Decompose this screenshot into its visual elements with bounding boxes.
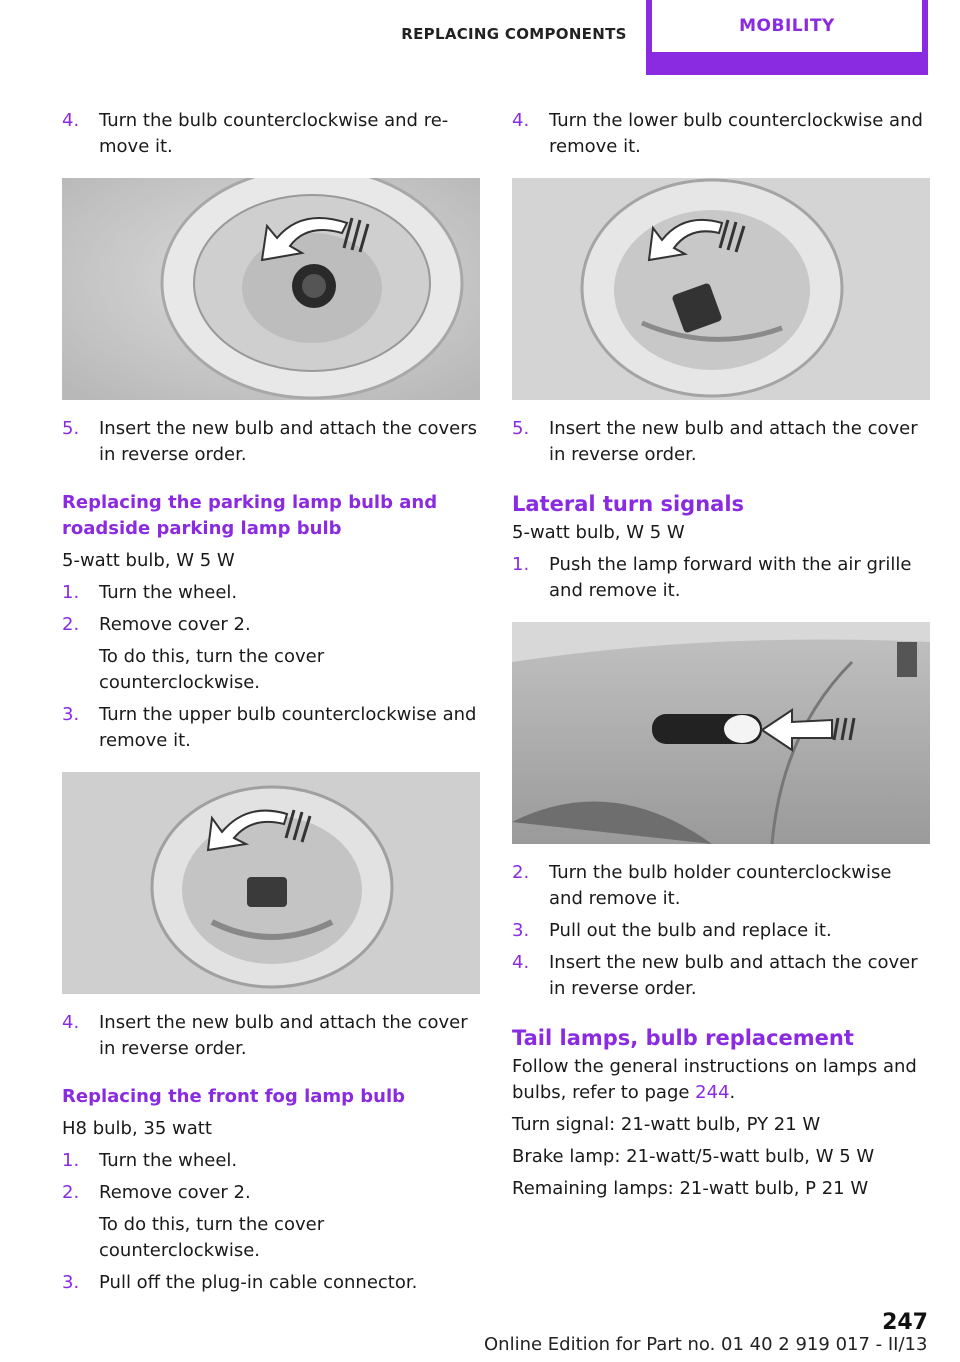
- tail-lamps-heading: Tail lamps, bulb replacement: [512, 1026, 854, 1050]
- step-number: 5.: [62, 418, 80, 439]
- tail-spec-brake-lamp: Brake lamp: 21-watt/5-watt bulb, W 5 W: [512, 1146, 875, 1167]
- tail-intro-text: Follow the general instructions on lamps and bulbs, refer to page: [512, 1056, 917, 1103]
- step-text: Turn the bulb counterclockwise and re‐move it.: [99, 110, 449, 157]
- right-column: [512, 108, 930, 1208]
- step-number: 4.: [512, 952, 530, 973]
- lateral-turn-signals-heading: Lateral turn signals: [512, 492, 745, 516]
- edition-note: Online Edition for Part no. 01 40 2 919 017 - II/13: [484, 1334, 928, 1355]
- step-item: [512, 860, 930, 912]
- headlight-bulb-photo-2: [512, 178, 930, 400]
- step-text: Turn the bulb holder counterclockwise and remove it.: [549, 862, 892, 909]
- chapter-tab: [646, 0, 928, 75]
- step-number: 5.: [512, 418, 530, 439]
- fog-lamp-heading: Replacing the front fog lamp bulb: [62, 1086, 406, 1107]
- step-number: 3.: [512, 920, 530, 941]
- headlight-bulb-photo-1: [62, 178, 480, 400]
- step-subtext: To do this, turn the cover counterclockwise.: [99, 1214, 325, 1261]
- step-number: 3.: [62, 1272, 80, 1293]
- step-item: [62, 1180, 480, 1264]
- step-text: Pull out the bulb and replace it.: [549, 920, 832, 941]
- step-item: [512, 416, 930, 468]
- tail-intro-end: .: [729, 1082, 736, 1103]
- step-number: 4.: [62, 110, 80, 131]
- step-text: Push the lamp forward with the air grille and remove it.: [549, 554, 912, 601]
- step-number: 3.: [62, 704, 80, 725]
- step-text: Insert the new bulb and attach the covers in reverse order.: [99, 418, 477, 465]
- step-text: Remove cover 2.: [99, 1182, 251, 1203]
- step-text: Turn the wheel.: [99, 1150, 238, 1171]
- step-text: Insert the new bulb and attach the cover in reverse order.: [99, 1012, 468, 1059]
- step-text: Remove cover 2.: [99, 614, 251, 635]
- parking-lamp-heading: Replacing the parking lamp bulb and roadside parking lamp bulb: [62, 492, 438, 539]
- step-text: Insert the new bulb and attach the cover in reverse order.: [549, 418, 918, 465]
- chapter-tab-label: MOBILITY: [652, 0, 922, 52]
- step-number: 1.: [512, 554, 530, 575]
- step-item: [512, 918, 930, 944]
- tail-lamps-intro: [512, 1054, 930, 1106]
- step-item: [62, 1270, 480, 1296]
- step-number: 2.: [62, 614, 80, 635]
- step-text: Turn the lower bulb counterclockwise and remove it.: [549, 110, 923, 157]
- step-number: 2.: [62, 1182, 80, 1203]
- lateral-turn-signals-spec: 5-watt bulb, W 5 W: [512, 522, 685, 543]
- running-header-section: REPLACING COMPONENTS: [401, 25, 627, 43]
- lateral-turn-signal-photo: [512, 622, 930, 844]
- step-item: [62, 1010, 480, 1062]
- step-number: 4.: [62, 1012, 80, 1033]
- tail-spec-turn-signal: Turn signal: 21-watt bulb, PY 21 W: [512, 1114, 821, 1135]
- step-text: Insert the new bulb and attach the cover in reverse order.: [549, 952, 918, 999]
- parking-lamp-spec: 5-watt bulb, W 5 W: [62, 550, 235, 571]
- step-item: [62, 416, 480, 468]
- step-item: [62, 612, 480, 696]
- step-text: Pull off the plug-in cable connector.: [99, 1272, 418, 1293]
- page-number: 247: [882, 1310, 928, 1335]
- step-number: 2.: [512, 862, 530, 883]
- step-text: Turn the wheel.: [99, 582, 238, 603]
- step-item: [62, 108, 480, 160]
- step-text: Turn the upper bulb counterclockwise and remove it.: [99, 704, 477, 751]
- parking-lamp-bulb-photo: [62, 772, 480, 994]
- step-item: [512, 552, 930, 604]
- tail-spec-remaining-lamps: Remaining lamps: 21-watt bulb, P 21 W: [512, 1178, 869, 1199]
- page-footer: [0, 1310, 928, 1335]
- page-reference-link[interactable]: 244: [695, 1082, 730, 1103]
- step-item: [62, 1148, 480, 1174]
- step-item: [62, 702, 480, 754]
- step-number: 1.: [62, 1150, 80, 1171]
- step-item: [512, 950, 930, 1002]
- step-item: [512, 108, 930, 160]
- step-number: 4.: [512, 110, 530, 131]
- fog-lamp-spec: H8 bulb, 35 watt: [62, 1118, 212, 1139]
- left-column: [62, 108, 480, 1302]
- step-number: 1.: [62, 582, 80, 603]
- step-subtext: To do this, turn the cover counterclockwise.: [99, 646, 325, 693]
- step-item: [62, 580, 480, 606]
